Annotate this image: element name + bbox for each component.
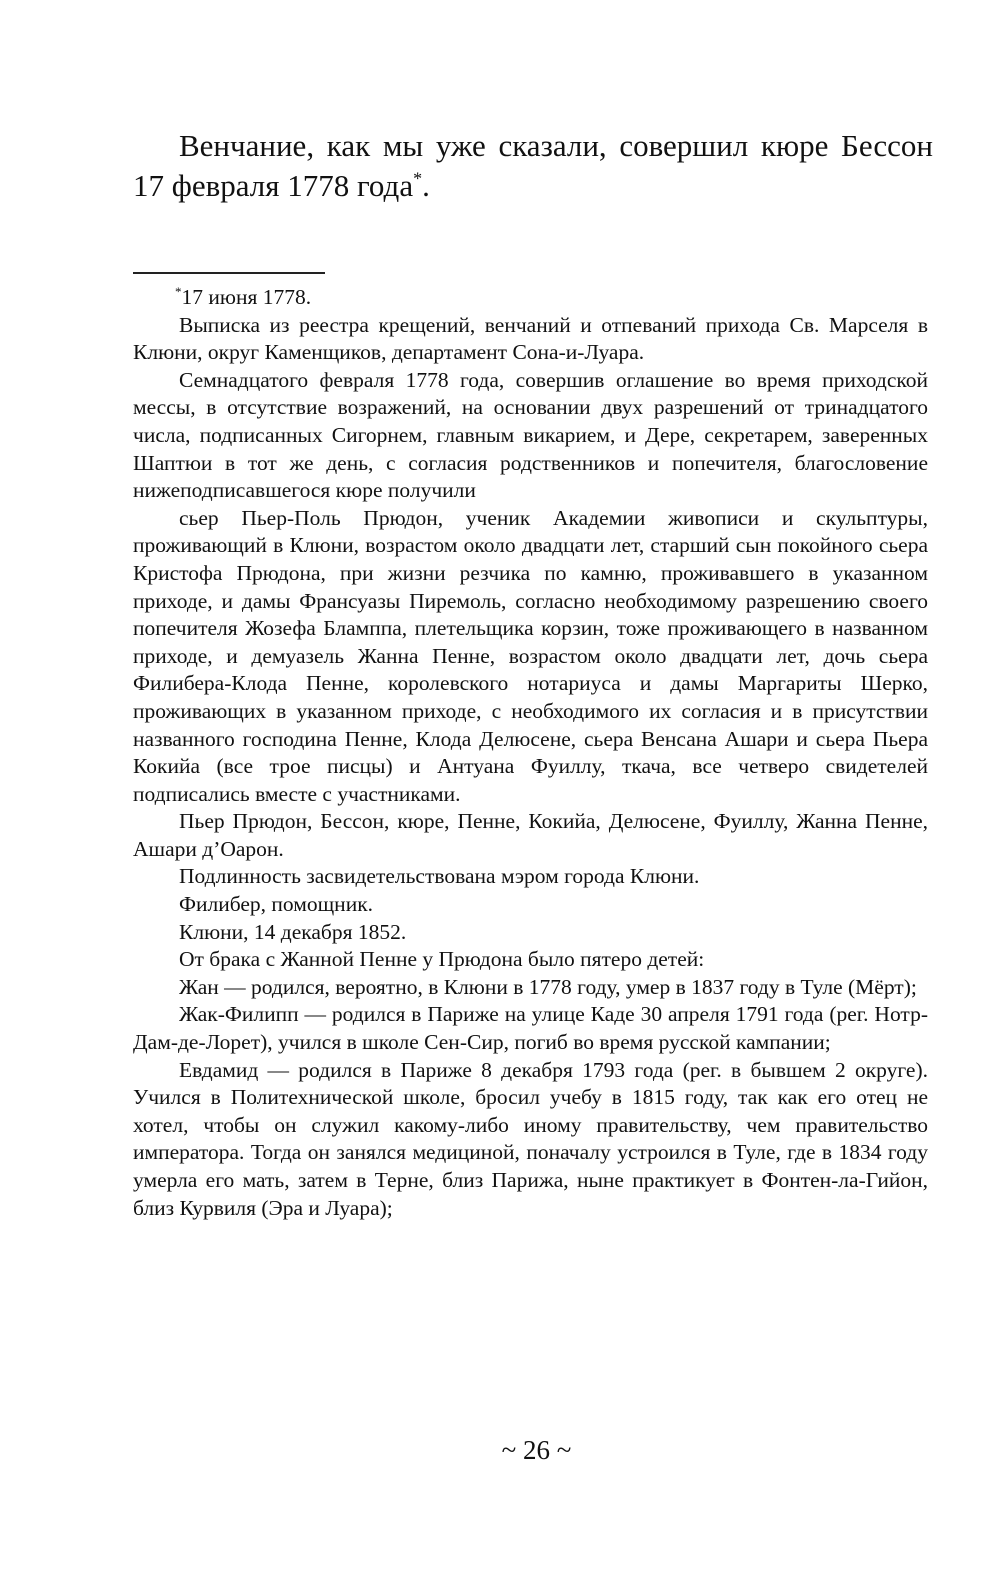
footnote-paragraph: сьер Пьер-Поль Прюдон, ученик Академии живописи и скульптуры, проживающий в Клюни, возрастом около двадцати лет, старший сын покойного сьера Кристофа Прюдона, при жизни резчика по камню, проживавшего в указанном приходе, и дамы Франсуазы Пиремоль, согласно необходимому разрешению своего попечителя Жозефа Бламппа, плетельщика корзин, тоже проживающего в названном приходе, и демуазель Жанна Пенне, возрастом около двадцати лет, дочь сьера Филибера-Клода Пенне, королевского нотариуса и дамы Маргариты Шерко, проживающих в указанном приходе, с необходимого их согласия и в присутствии названного господина Пенне, Клода Делюсене, сьера Венсана Ашари и сьера Пьера Кокийа (все трое писцы) и Антуана Фуиллу, ткача, все четверо свидетелей подписались вместе с участниками.	[133, 505, 928, 806]
footnote-date-line	[133, 284, 928, 312]
footnote-paragraph: Выписка из реестра крещений, венчаний и отпеваний прихода Св. Марселя в Клюни, округ Каменщиков, департамент Сона-и-Луара.	[133, 312, 928, 365]
footnote-block	[133, 284, 928, 1222]
footnote-paragraph: Жак-Филипп — родился в Париже на улице Каде 30 апреля 1791 года (рег. Нотр-Дам-де-Лорет), учился в школе Сен-Сир, погиб во время русской кампании;	[133, 1002, 928, 1055]
main-paragraph-text: Венчание, как мы уже сказали, совершил кюре Бессон 17 февраля 1778 года	[133, 128, 933, 203]
footnote-paragraph: Подлинность засвидетельствована мэром города Клюни.	[179, 864, 700, 889]
footnote-reference-marker: *	[413, 168, 423, 189]
main-paragraph-tail: .	[422, 168, 430, 203]
footnote-separator	[133, 272, 325, 274]
footnote-paragraph: Клюни, 14 декабря 1852.	[179, 919, 407, 944]
footnote-marker: *	[175, 283, 182, 299]
main-paragraph	[133, 126, 933, 206]
footnote-paragraph: Пьер Прюдон, Бессон, кюре, Пенне, Кокийа, Делюсене, Фуиллу, Жанна Пенне, Ашари д’Оарон.	[133, 809, 928, 861]
footnote-paragraph: Семнадцатого февраля 1778 года, совершив оглашение во время приходской мессы, в отсутствие возражений, на основании двух разрешений от тринадцатого числа, подписанных Сигорнем, главным викарием, и Дере, секретарем, заверенных Шаптюи в тот же день, с согласия родственников и попечителя, благословение нижеподписавшегося кюре получили	[133, 367, 928, 503]
footnote-date: 17 июня 1778.	[181, 285, 312, 309]
footnote-paragraph: Филибер, помощник.	[179, 892, 374, 917]
page-number: ~ 26 ~	[501, 1435, 572, 1465]
footnote-paragraph: От брака с Жанной Пенне у Прюдона было пятеро детей:	[179, 947, 705, 972]
footnote-paragraph: Жан — родился, вероятно, в Клюни в 1778 году, умер в 1837 году в Туле (Мёрт);	[179, 974, 917, 999]
footnote-paragraph: Евдамид — родился в Париже 8 декабря 1793 года (рег. в бывшем 2 округе). Учился в Политехнической школе, бросил учебу в 1815 году, так как его отец не хотел, чтобы он служил какому-либо иному правительству, чем правительство императора. Тогда он занялся медициной, поначалу устроился в Туле, где в 1834 году умерла его мать, затем в Терне, близ Парижа, ныне практикует в Фонтен-ла-Гийон, близ Курвиля (Эра и Луара);	[133, 1057, 928, 1220]
